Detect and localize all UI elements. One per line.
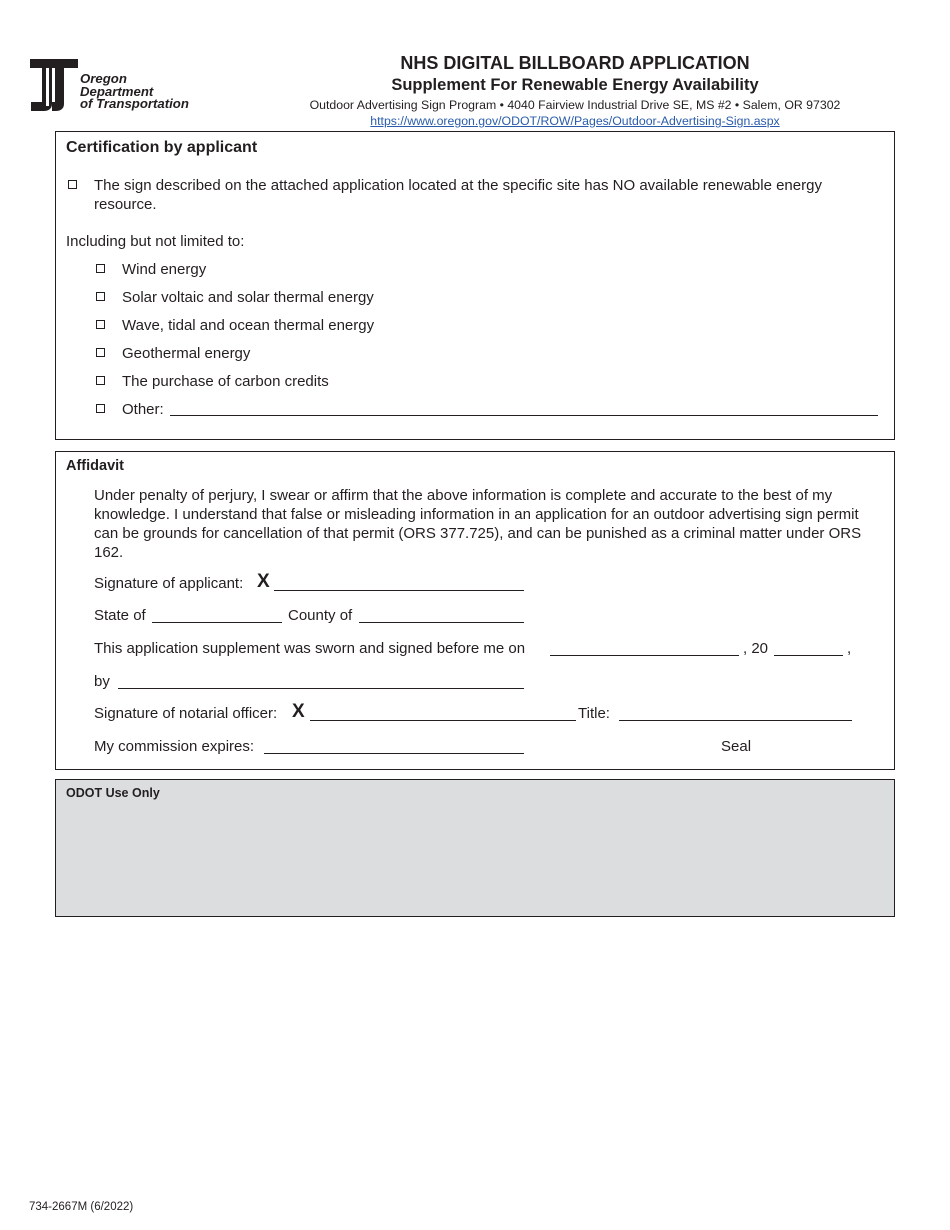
county-label: County of [288, 607, 353, 624]
program-url-wrap [230, 114, 920, 128]
by-input-line[interactable] [118, 688, 524, 689]
logo-line-oregon: Oregon [80, 71, 127, 86]
no-renewable-statement-line2: resource. [94, 196, 157, 213]
by-label: by [94, 673, 110, 690]
notarial-signature-line[interactable] [310, 720, 576, 721]
carbon-credits-checkbox[interactable] [96, 376, 105, 385]
wave-energy-label: Wave, tidal and ocean thermal energy [122, 317, 375, 334]
sworn-date-line[interactable] [550, 655, 739, 656]
program-address: Outdoor Advertising Sign Program • 4040 Fairview Industrial Drive SE, MS #2 • Salem, OR 97302 [309, 98, 841, 112]
sworn-label: This application supplement was sworn and signed before me on [94, 640, 526, 657]
wind-energy-label: Wind energy [122, 261, 207, 278]
signature-applicant-x-mark: X [257, 571, 270, 592]
year-prefix: , 20 [743, 640, 769, 657]
carbon-credits-label: The purchase of carbon credits [122, 373, 329, 390]
geothermal-energy-checkbox[interactable] [96, 348, 105, 357]
certification-title: Certification by applicant [66, 139, 258, 156]
title-input-line[interactable] [619, 720, 852, 721]
no-renewable-checkbox[interactable] [68, 180, 77, 189]
year-input-line[interactable] [774, 655, 843, 656]
commission-input-line[interactable] [264, 753, 524, 754]
affidavit-title: Affidavit [66, 458, 124, 474]
form-subtitle: Supplement For Renewable Energy Availability [391, 76, 759, 94]
notarial-x-mark: X [292, 701, 305, 722]
logo-text [80, 73, 189, 111]
program-url-link[interactable]: https://www.oregon.gov/ODOT/ROW/Pages/Outdoor-Advertising-Sign.aspx [370, 114, 780, 128]
title-label: Title: [578, 705, 610, 722]
logo-line-transportation: of Transportation [80, 96, 189, 111]
odot-use-only-title: ODOT Use Only [66, 786, 160, 800]
wave-energy-checkbox[interactable] [96, 320, 105, 329]
solar-energy-label: Solar voltaic and solar thermal energy [122, 289, 374, 306]
signature-applicant-line[interactable] [274, 590, 524, 591]
odot-emblem-icon [28, 56, 80, 114]
form-number: 734-2667M (6/2022) [29, 1201, 134, 1213]
geothermal-energy-label: Geothermal energy [122, 345, 251, 362]
odot-use-only-section [55, 779, 895, 917]
odot-logo [28, 56, 213, 114]
state-label: State of [94, 607, 146, 624]
logo-line-department: Department [80, 83, 154, 99]
other-checkbox[interactable] [96, 404, 105, 413]
commission-label: My commission expires: [94, 738, 255, 755]
wind-energy-checkbox[interactable] [96, 264, 105, 273]
other-label: Other: [122, 401, 164, 418]
notarial-signature-label: Signature of notarial officer: [94, 705, 278, 722]
including-label: Including but not limited to: [66, 233, 245, 250]
no-renewable-statement-line1: The sign described on the attached application located at the specific site has NO available renewable energy [94, 177, 822, 194]
seal-label: Seal [721, 738, 752, 755]
solar-energy-checkbox[interactable] [96, 292, 105, 301]
year-comma: , [847, 640, 852, 657]
form-title: NHS DIGITAL BILLBOARD APPLICATION [400, 53, 750, 73]
county-input-line[interactable] [359, 622, 524, 623]
state-input-line[interactable] [152, 622, 282, 623]
signature-applicant-label: Signature of applicant: [94, 575, 244, 592]
affidavit-paragraph: Under penalty of perjury, I swear or affirm that the above information is complete and accurate to the best of my knowledge. I understand that false or misleading information in an application for an outdoor advertising sign permit can be grounds for cancellation of that permit (ORS 377.725), and can be punished as a criminal matter under ORS 162. [94, 487, 862, 561]
other-input-line[interactable] [170, 415, 878, 416]
